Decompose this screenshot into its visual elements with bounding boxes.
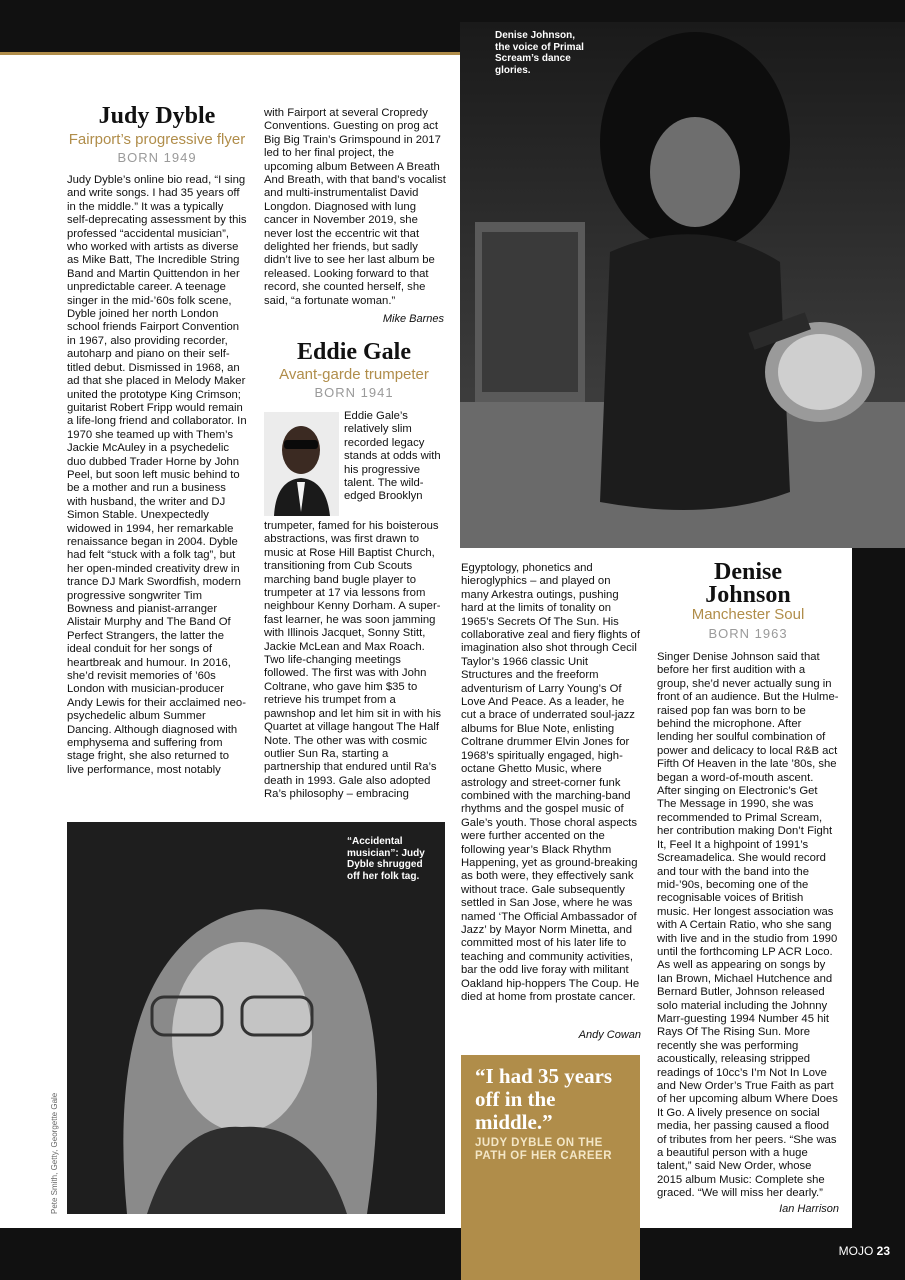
pull-quote-attribution: JUDY DYBLE ON THE PATH OF HER CAREER (475, 1137, 612, 1162)
judy-photo-caption: “Accidental musician”: Judy Dyble shrugged off her folk tag. (347, 836, 425, 882)
denise-johnson-subtitle: Manchester Soul (691, 606, 805, 623)
judy-dyble-text-col1: Judy Dyble’s online bio read, “I sing and write songs. I had 35 years off in the middle.” It was a typically self-deprecating assessment by this professed “accidental musician”, who worked with artists as diverse as Mike Batt, The Incredible String Band and Martin Quittendon in her unpredictable career. A teenage singer in the mid-’60s folk scene, Dyble joined her north London school friends Fairport Convention in 1967, also providing recorder, autoharp and piano on their self-titled debut. Dismissed in 1968, an ad that she placed in Melody Maker united the prototype King Crimson; guitarist Robert Fripp would remain a life-long friend and collaborator. In 1970 she teamed up with Them’s Jackie McAuley in a psychedelic duo dubbed Trader Horne by John Peel, but soon left music behind to be a mother and run a business with husband, the writer and DJ Simon Stable. Unexpectedly widowed in 1994, her remarkable renaissance began in 2004. Dyble had felt “stuck with a folk tag”, but her open-minded creativity drew in trance DJ Mark Swordfish, modern progressive songwriter Tim Bowness and pianist-arranger Alistair Murphy and The Band Of Perfect Strangers, the latter the ideal conduit for her songs of heartbreak and humour. In 2016, she’d revisit memories of ’60s London with musician-producer Andy Lewis for their acclaimed neo-psychedelic album Summer Dancing. Although diagnosed with emphysema and suffering from stage fright, she also returned to live performance, most notably (67, 174, 247, 776)
stage-scene-illustration (460, 22, 905, 548)
judy-dyble-photo (67, 822, 445, 1214)
judy-dyble-subtitle: Fairport’s progressive flyer (68, 131, 246, 148)
bottom-band (0, 1228, 905, 1280)
denise-johnson-byline: Ian Harrison (779, 1203, 839, 1215)
page-folio (830, 1244, 890, 1258)
eddie-gale-title: Eddie Gale (296, 339, 411, 365)
eddie-gale-subtitle: Avant-garde trumpeter (279, 366, 429, 383)
denise-photo-caption: Denise Johnson, the voice of Primal Scream’s dance glories. (495, 30, 584, 76)
eddie-gale-born: BORN 1941 (314, 385, 394, 400)
eddie-portrait-illustration (264, 412, 339, 516)
eddie-gale-text-col3: Egyptology, phonetics and hieroglyphics – and played on many Arkestra outings, pushing hard at the limits of tonality on 1965’s Secrets Of The Sun. His collaborative zeal and fiery flights of imagination also shot through Cecil Taylor’s 1966 classic Unit Structures and the freeform adventurism of Larry Young’s Of Love And Peace. As a leader, he cut a brace of underrated soul-jazz albums for Blue Note, enlisting Coltrane drummer Elvin Jones for 1968’s spiritually engaged, high-octane Ghetto Music, where astrology and street-corner funk combined with the marching-band rhythms and the gospel music of Gale’s youth. Those choral aspects were further accented on the following year’s Black Rhythm Happening, yet as ground-breaking as both were, they effectively sank without trace. Gale subsequently settled in San Jose, where he was named ‘The Official Ambassador of Jazz’ by Mayor Norm Minetta, and committed most of his later life to teaching and community activities, bar the odd live foray with militant Oakland hip-hoppers The Coup. He died at home from prostate cancer. (461, 562, 640, 1003)
denise-johnson-title-line2: Johnson (705, 582, 791, 608)
judy-dyble-title: Judy Dyble (98, 103, 216, 129)
gold-rule (0, 52, 460, 55)
eddie-gale-photo (264, 412, 339, 516)
eddie-gale-byline: Andy Cowan (578, 1029, 641, 1041)
page-number: 23 (876, 1244, 890, 1258)
denise-johnson-born: BORN 1963 (708, 626, 788, 641)
denise-johnson-title-line1: Denise (714, 559, 782, 585)
eddie-gale-text-main: trumpeter, famed for his boisterous abstractions, was first drawn to music at Rose Hill Baptist Church, transitioning from Cub Scouts marching band bugle player to trumpeter at 17 via lessons from neighbour Kenny Dorham. A super-fast learner, he was soon jamming with Illinois Jacquet, Sonny Stitt, Jackie McLean and Max Roach. Two life-changing meetings followed. The first was with John Coltrane, who gave him $35 to retrieve his trumpet from a pawnshop and let him sit in with his Quartet at village hangout The Half Note. The other was with cosmic outlier Sun Ra, starting a partnership that endured until Ra’s death in 1993. Gale also adopted Ra’s philosophy – embracing (264, 520, 442, 801)
judy-dyble-byline: Mike Barnes (382, 313, 444, 325)
magazine-name: MOJO (838, 1244, 874, 1258)
right-dark-band (852, 548, 905, 1230)
pull-quote-text: “I had 35 years off in the middle.” (475, 1064, 613, 1134)
photo-credit: Pete Smith, Getty, Georgette Gale (50, 1092, 59, 1214)
denise-johnson-text: Singer Denise Johnson said that before her first audition with a group, she’d never actually sung in front of an audience. But the Hulme-raised pop fan was born to be behind the microphone. After lending her soulful combination of power and delicacy to local R&B act Fifth Of Heaven in the late ’80s, she began a word-of-mouth ascent. After singing on Electronic’s Get The Message in 1990, she was recommended to Primal Scream, her contribution making Don’t Fight It, Feel It a highpoint of 1991’s Screamadelica. She would record and tour with the band into the mid-’90s, becoming one of the recognisable voices of British music. Her longest association was with A Certain Ratio, who she sang with live and in the studio from 1990 until the forthcoming LP ACR Loco. As well as appearing on songs by Ian Brown, Michael Hutchence and Bernard Butler, Johnson released solo material including the Johnny Marr-guesting 1994 Number 45 hit Rays Of The Rising Sun. More recently she was performing acoustically, releasing stripped readings of 10cc’s I’m Not In Love and New Order’s True Faith as part of her upcoming album Where Does It Go. A lively presence on social media, her passing caused a flood of tributes from her peers. “She was a beautiful person with a huge talent,” said New Order, whose 2015 album Music: Complete she graced. “We will miss her dearly.” (657, 651, 839, 1200)
denise-johnson-photo (460, 22, 905, 548)
pull-quote-box (461, 1055, 640, 1280)
eddie-gale-text-intro: Eddie Gale’s relatively slim recorded legacy stands at odds with his progressive talent. The wild-edged Brooklyn (344, 410, 441, 503)
judy-dyble-text-col2: with Fairport at several Cropredy Conventions. Guesting on prog act Big Big Train’s Grimspound in 2017 led to her final project, the upcoming album Between A Breath And Breath, with that band’s vocalist and multi-instrumentalist David Longdon. Diagnosed with lung cancer in November 2019, she never lost the eccentric wit that delighted her friends, but sadly didn’t live to see her last album be released. Looking forward to that record, she counted herself, she said, “a fortunate woman.” (264, 107, 446, 307)
judy-dyble-born: BORN 1949 (117, 150, 197, 165)
